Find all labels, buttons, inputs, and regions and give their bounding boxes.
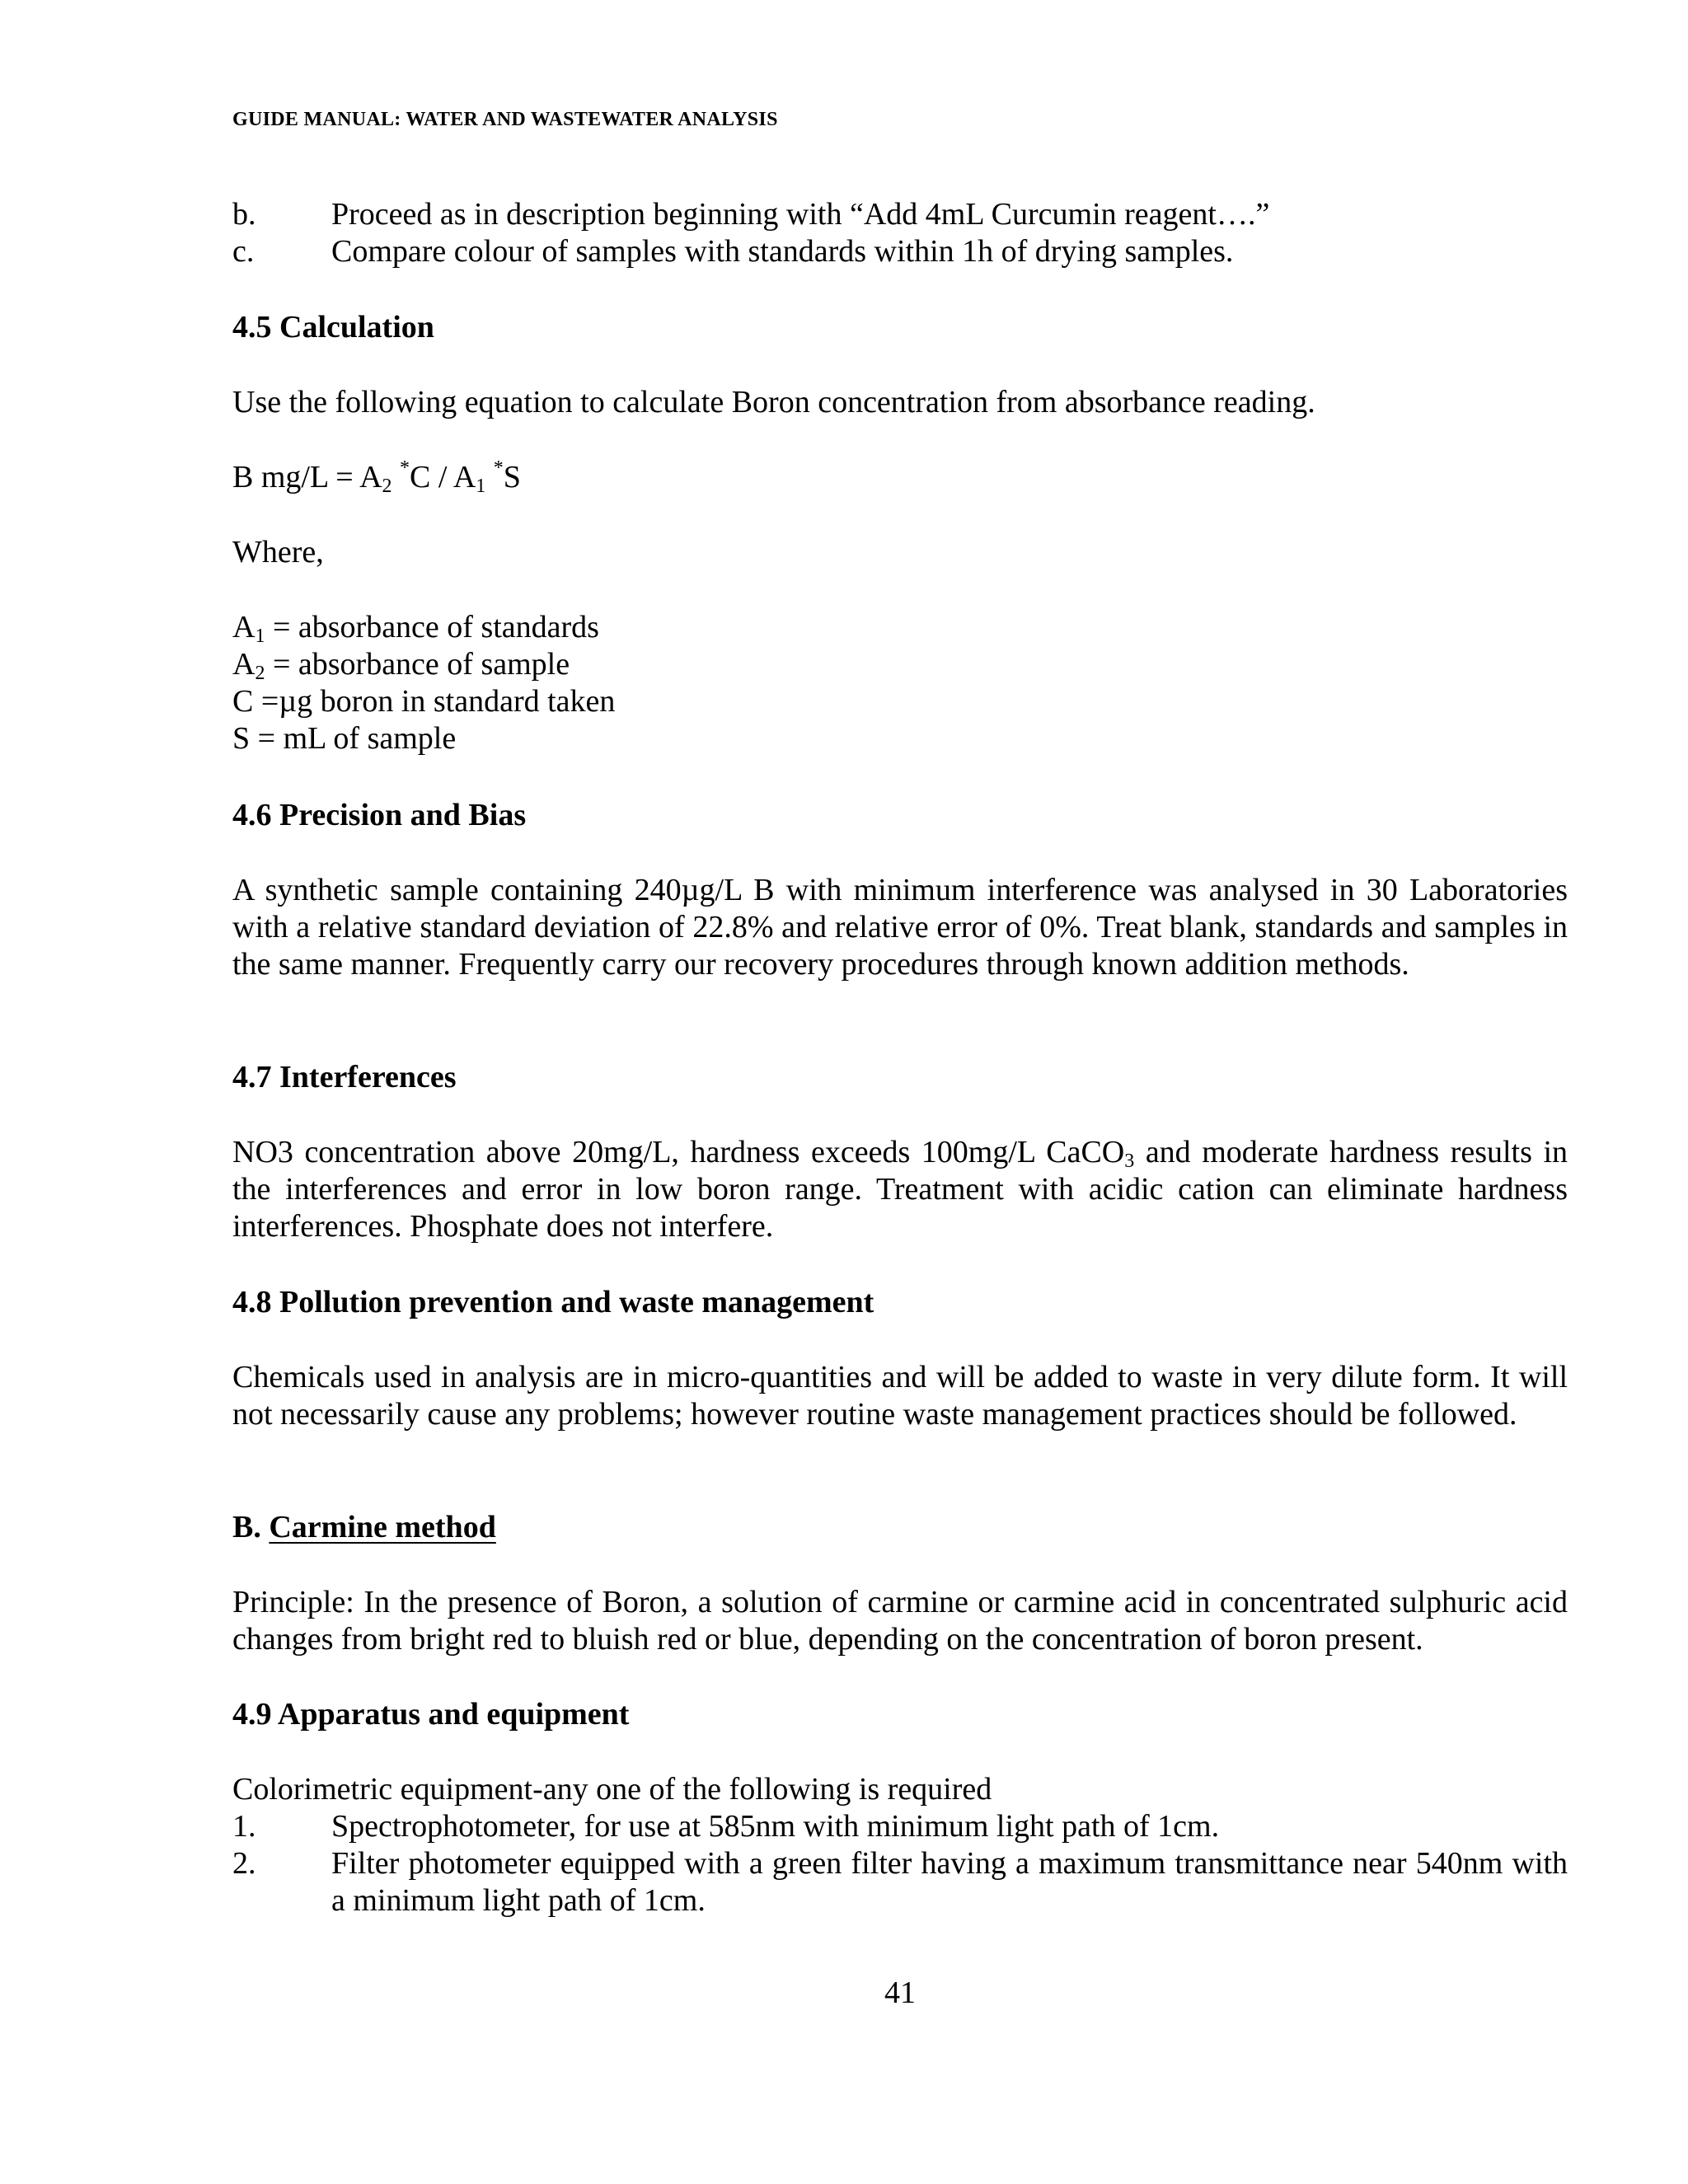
definition-symbol: S — [232, 721, 251, 756]
carmine-principle-paragraph: Principle: In the presence of Boron, a solution of carmine or carmine acid in concentrated sulphuric acid changes from bright red to bluish red or blue, depending on the concentration of boron present. — [232, 1585, 1568, 1657]
list-marker: b. — [232, 197, 256, 232]
pollution-paragraph: Chemicals used in analysis are in micro-quantities and will be added to waste in very dilute form. It will not necessarily cause any problems; however routine waste management practices should be followed. — [232, 1360, 1568, 1432]
list-marker: 1. — [232, 1809, 256, 1844]
definition-symbol: A — [232, 647, 256, 682]
definition-line — [232, 646, 1568, 683]
interferences-paragraph — [232, 1134, 1568, 1245]
definition-line — [232, 609, 1568, 646]
definition-subscript: 1 — [255, 626, 265, 647]
definition-text: = absorbance of sample — [265, 647, 570, 682]
definition-line — [232, 683, 1568, 720]
list-item — [232, 1845, 1568, 1919]
running-header: GUIDE MANUAL: WATER AND WASTEWATER ANALYSIS — [232, 109, 778, 130]
list-item — [232, 196, 1568, 233]
list-item-text: Compare colour of samples with standards within 1h of drying samples. — [331, 234, 1234, 269]
section-heading-precision: 4.6 Precision and Bias — [232, 798, 527, 832]
section-heading-calculation: 4.5 Calculation — [232, 310, 434, 344]
definition-text: =µg boron in standard taken — [253, 684, 616, 719]
equation-end: S — [503, 460, 521, 494]
definition-line — [232, 720, 1568, 757]
apparatus-block — [232, 1771, 1568, 1919]
boron-equation — [232, 459, 1568, 496]
carmine-heading-prefix: B. — [232, 1510, 270, 1544]
list-item — [232, 233, 1568, 270]
calculation-intro: Use the following equation to calculate Boron concentration from absorbance reading. — [232, 385, 1315, 419]
precision-paragraph: A synthetic sample containing 240µg/L B with minimum interference was analysed in 30 Laboratories with a relative standard deviation of 22.8% and relative error of 0%. Treat blank, standards and samples in the same manner. Frequently carry our recovery procedures through known addition methods. — [232, 873, 1568, 982]
definition-text: = absorbance of standards — [265, 610, 599, 644]
interferences-text-b: and moderate hardness results in the interferences and error in low boron range. Treatment with acidic cation can eliminate hardness interferences. Phosphate does not interfere. — [232, 1135, 1568, 1244]
where-label: Where, — [232, 535, 324, 569]
variable-definitions — [232, 609, 1568, 757]
equation-lhs: B mg/L = A — [232, 460, 382, 494]
list-item-text: Spectrophotometer, for use at 585nm with minimum light path of 1cm. — [331, 1809, 1220, 1844]
definition-subscript: 2 — [255, 663, 265, 684]
section-heading-apparatus: 4.9 Apparatus and equipment — [232, 1697, 630, 1732]
section-heading-carmine — [232, 1509, 496, 1546]
definition-text: = mL of sample — [250, 721, 457, 756]
list-marker: 2. — [232, 1846, 256, 1881]
list-item-text: Filter photometer equipped with a green filter having a maximum transmittance near 540nm with a minimum light path of 1cm. — [331, 1846, 1568, 1918]
definition-symbol: A — [232, 610, 256, 644]
interferences-subscript: 3 — [1124, 1151, 1135, 1172]
equation-star: * — [400, 457, 410, 479]
list-item — [232, 1808, 1568, 1845]
section-heading-pollution: 4.8 Pollution prevention and waste management — [232, 1285, 874, 1319]
carmine-heading-title: Carmine method — [269, 1510, 496, 1544]
equation-sub-a2: 2 — [382, 476, 392, 497]
steps-list-top — [232, 196, 1568, 270]
equation-star: * — [493, 457, 504, 479]
section-heading-interferences: 4.7 Interferences — [232, 1060, 457, 1094]
equation-sub-a1: 1 — [476, 476, 486, 497]
apparatus-intro: Colorimetric equipment-any one of the following is required — [232, 1772, 992, 1807]
page-number: 41 — [884, 1975, 916, 2010]
equation-mid: C / A — [410, 460, 476, 494]
definition-symbol: C — [232, 684, 254, 719]
interferences-text-a: NO3 concentration above 20mg/L, hardness exceeds 100mg/L CaCO — [232, 1135, 1125, 1169]
list-marker: c. — [232, 234, 255, 269]
list-item-text: Proceed as in description beginning with “Add 4mL Curcumin reagent….” — [331, 197, 1270, 232]
